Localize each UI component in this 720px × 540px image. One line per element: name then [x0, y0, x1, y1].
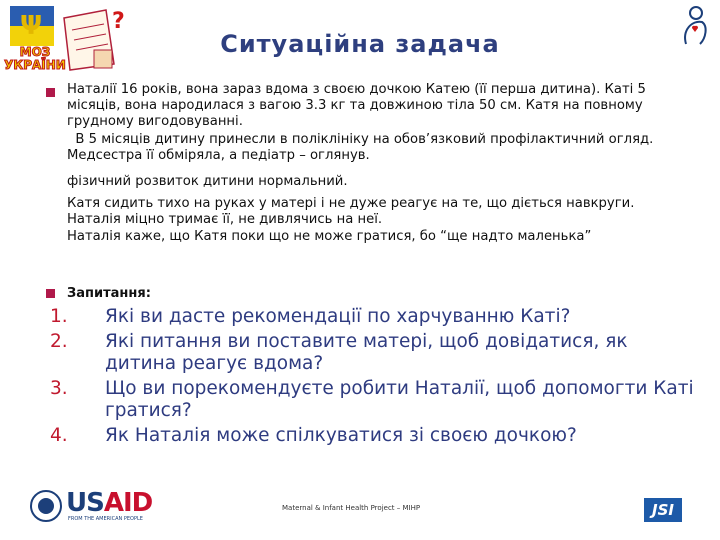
question-text: Як Наталія може спілкуватися зі своєю дочкою? [105, 425, 577, 446]
jsi-logo: JSI [644, 498, 682, 522]
footer-project-name: Maternal & Infant Health Project – MIHP [282, 504, 421, 512]
questions-label: Запитання: [67, 286, 151, 301]
questions-list [50, 306, 700, 450]
bullet-square-icon [46, 88, 55, 97]
svg-text:?: ? [112, 9, 125, 34]
question-item [50, 425, 700, 447]
question-text: Які питання ви поставите матері, щоб довідатися, як дитина реагує вдома? [105, 331, 628, 374]
page-title: Ситуаційна задача [220, 30, 500, 58]
case-paragraph-3: фізичний розвиток дитини нормальний. [67, 174, 348, 189]
question-number: 1. [50, 306, 68, 327]
moz-ukraine-logo [4, 4, 66, 90]
case-paragraph-2: В 5 місяців дитину принесли в поліклініку на обов’язковий профілактичний огляд. Медсестра її обміряла, а педіатр – оглянув. [67, 132, 658, 163]
case-paragraph-4: Катя сидить тихо на руках у матері і не дуже реагує на те, що діється навкруги. Наталія міцно тримає її, не дивлячись на неї. [67, 196, 635, 227]
question-item [50, 306, 700, 328]
question-number: 2. [50, 331, 68, 352]
moz-logo-text: МОЗ УКРАЇНИ [4, 45, 66, 72]
case-paragraph-5: Наталія каже, що Катя поки що не може гратися, бо “ще надто маленька” [67, 229, 592, 244]
usaid-wordmark: USAID [66, 488, 153, 518]
mother-child-icon [672, 4, 716, 48]
question-number: 3. [50, 378, 68, 399]
trident-icon: Ψ [19, 11, 43, 41]
usaid-seal-icon [30, 490, 62, 522]
question-item [50, 331, 700, 375]
case-paragraph-1: Наталії 16 років, вона зараз вдома з своєю дочкою Катею (її перша дитина). Каті 5 місяців, вона народилася з вагою 3.3 кг та довжиною тіла 50 см. Катя на повному грудному вигодовуванні. [67, 82, 646, 129]
question-number: 4. [50, 425, 68, 446]
question-text: Які ви дасте рекомендації по харчуванню Каті? [105, 306, 571, 327]
question-item [50, 378, 700, 422]
question-text: Що ви порекомендуєте робити Наталії, щоб допомогти Каті гратися? [105, 378, 694, 421]
document-question-icon [56, 4, 126, 74]
usaid-logo [30, 490, 160, 526]
usaid-tagline: FROM THE AMERICAN PEOPLE [68, 516, 143, 522]
bullet-square-icon [46, 289, 55, 298]
